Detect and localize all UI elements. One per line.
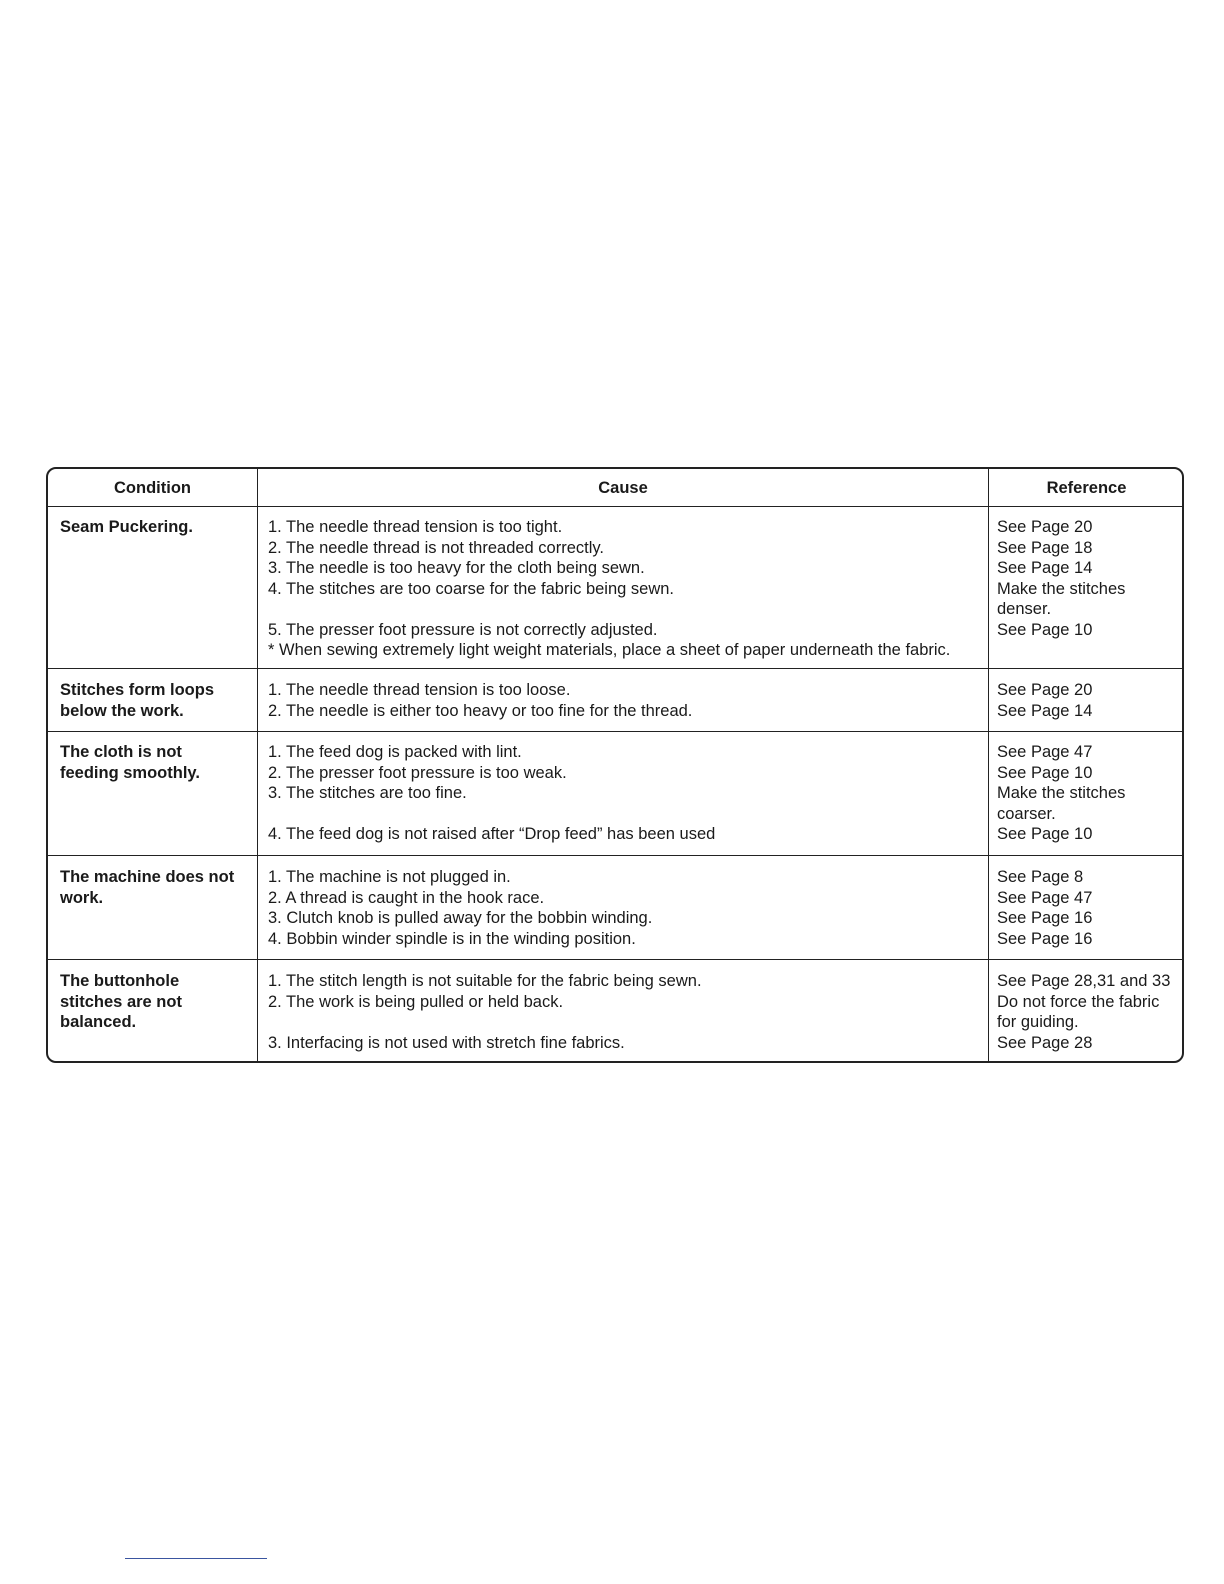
cause-cell-line: 1. The feed dog is packed with lint. [268,743,522,761]
reference-cell [997,867,1092,949]
reference-cell [997,680,1092,721]
cause-cell-line: 4. The feed dog is not raised after “Drop feed” has been used [268,825,716,843]
cause-cell-line: 5. The presser foot pressure is not correctly adjusted. [268,620,658,639]
condition-cell-line: feeding smoothly. [60,763,200,782]
cause-cell-line: 3. The stitches are too fine. [268,784,467,802]
reference-cell-line: coarser. [997,804,1056,823]
condition-cell-line: work. [60,888,104,907]
cause-cell-line: 2. The presser foot pressure is too weak. [268,763,567,782]
header-reference: Reference [1046,479,1127,497]
condition-cell-line: Seam Puckering. [60,518,193,536]
reference-cell-line: See Page 28,31 and 33 [997,972,1171,990]
cause-cell-line: 2. The needle is either too heavy or too fine for the thread. [268,701,693,720]
condition-cell-line: The cloth is not [60,743,182,761]
cause-cell-line: 4. The stitches are too coarse for the fabric being sewn. [268,579,674,598]
condition-cell-line: The machine does not [60,868,235,886]
cause-cell-line: 2. The needle thread is not threaded correctly. [268,538,605,557]
reference-cell-line: See Page 10 [997,620,1093,639]
cause-cell [268,742,715,845]
condition-cell [60,867,234,908]
reference-cell-line: See Page 47 [997,888,1093,907]
condition-cell-line: Stitches form loops [60,681,215,699]
reference-cell-line: See Page 16 [997,929,1093,948]
column-divider-2 [988,469,989,1061]
reference-cell-line: See Page 20 [997,518,1093,536]
reference-cell-line: See Page 14 [997,559,1093,577]
row-divider-4 [48,959,1182,960]
reference-cell-line: for guiding. [997,1013,1079,1031]
reference-cell-line: denser. [997,600,1052,618]
reference-cell-line: Make the stitches [997,784,1126,802]
cause-cell-line: 1. The needle thread tension is too loose. [268,681,571,699]
cause-cell-line: 2. The work is being pulled or held back. [268,992,564,1011]
cause-cell [268,867,652,949]
condition-cell [60,517,193,538]
row-divider-3 [48,855,1182,856]
column-divider-1 [257,469,258,1061]
header-cause: Cause [598,479,648,497]
reference-cell [997,971,1170,1053]
condition-cell-line: stitches are not [60,992,182,1011]
condition-cell [60,680,214,721]
footer-rule [125,1558,267,1559]
spacer [268,599,950,620]
spacer [268,1012,702,1033]
cause-cell-line: 3. Clutch knob is pulled away for the bobbin winding. [268,909,653,927]
condition-cell-line: The buttonhole [60,972,180,990]
condition-cell [60,742,200,783]
reference-cell [997,517,1125,640]
troubleshooting-table [46,467,1184,1063]
reference-cell-line: See Page 14 [997,701,1093,720]
cause-cell-line: 2. A thread is caught in the hook race. [268,888,545,907]
reference-cell-line: Do not force the fabric [997,992,1160,1011]
cause-cell-line: 4. Bobbin winder spindle is in the winding position. [268,929,636,948]
reference-cell-line: See Page 10 [997,825,1093,843]
reference-cell-line: See Page 16 [997,909,1093,927]
cause-cell-line: 3. The needle is too heavy for the cloth being sewn. [268,559,645,577]
condition-cell [60,971,182,1033]
reference-cell [997,742,1125,845]
row-divider-1 [48,668,1182,669]
cause-cell-line: 1. The stitch length is not suitable for the fabric being sewn. [268,972,702,990]
cause-cell [268,517,950,661]
reference-cell-line: See Page 28 [997,1033,1093,1052]
cause-cell-line: 1. The machine is not plugged in. [268,868,511,886]
cause-cell-line: * When sewing extremely light weight materials, place a sheet of paper underneath the fabric. [268,641,951,659]
reference-cell-line: See Page 8 [997,868,1084,886]
reference-cell-line: See Page 47 [997,743,1093,761]
reference-cell-line: See Page 18 [997,538,1093,557]
reference-cell-line: See Page 20 [997,681,1093,699]
condition-cell-line: below the work. [60,701,184,720]
cause-cell-line: 3. Interfacing is not used with stretch fine fabrics. [268,1033,625,1052]
cause-cell [268,680,692,721]
condition-cell-line: balanced. [60,1013,137,1031]
row-divider-2 [48,731,1182,732]
cause-cell-line: 1. The needle thread tension is too tight. [268,518,563,536]
cause-cell [268,971,702,1053]
reference-cell-line: Make the stitches [997,579,1126,598]
header-condition: Condition [114,479,191,497]
reference-cell-line: See Page 10 [997,763,1093,782]
spacer [268,804,715,825]
